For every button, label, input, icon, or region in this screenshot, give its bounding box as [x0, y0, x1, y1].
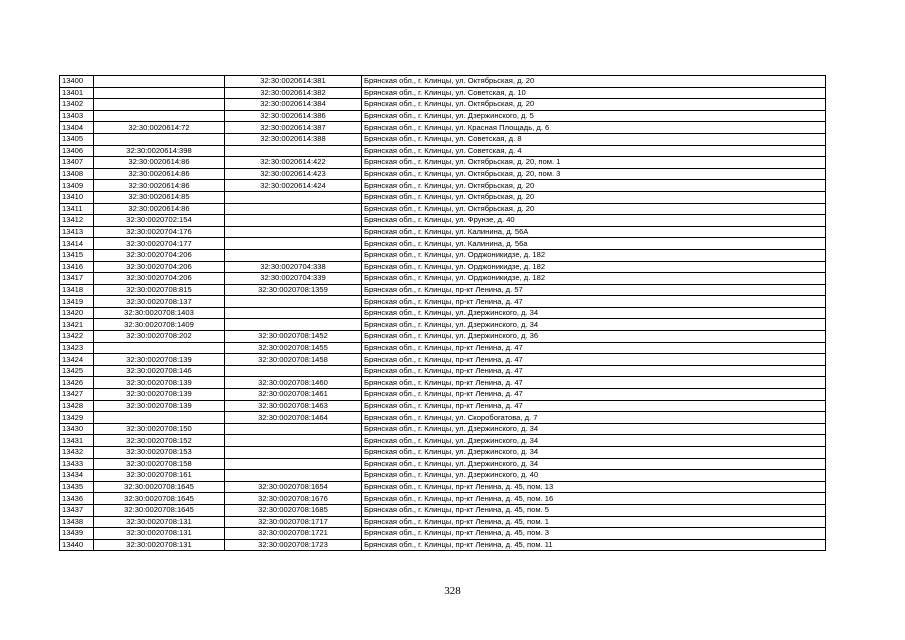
address-cell: Брянская обл., г. Клинцы, ул. Октябрьская, д. 20	[362, 203, 826, 215]
cadastral-number-cell: 32:30:0020708:1458	[225, 354, 362, 366]
table-row	[60, 470, 826, 482]
row-number-cell: 13429	[60, 412, 94, 424]
cadastral-number-cell: 32:30:0020708:1359	[225, 284, 362, 296]
table-row	[60, 273, 826, 285]
table-row	[60, 133, 826, 145]
table-row	[60, 203, 826, 215]
parent-cadastral-number-cell: 32:30:0020708:1645	[94, 504, 225, 516]
row-number-cell: 13430	[60, 423, 94, 435]
table-row	[60, 539, 826, 551]
address-cell: Брянская обл., г. Клинцы, ул. Орджоникидзе, д. 182	[362, 273, 826, 285]
row-number-cell: 13420	[60, 307, 94, 319]
cadastral-number-cell: 32:30:0020704:338	[225, 261, 362, 273]
address-cell: Брянская обл., г. Клинцы, пр-кт Ленина, д. 47	[362, 365, 826, 377]
cadastral-number-cell: 32:30:0020614:388	[225, 133, 362, 145]
table-row	[60, 481, 826, 493]
row-number-cell: 13418	[60, 284, 94, 296]
cadastral-number-cell	[225, 249, 362, 261]
property-registry-table	[59, 75, 826, 551]
address-cell: Брянская обл., г. Клинцы, ул. Дзержинского, д. 36	[362, 331, 826, 343]
table-row	[60, 215, 826, 227]
cadastral-number-cell	[225, 319, 362, 331]
parent-cadastral-number-cell: 32:30:0020708:153	[94, 447, 225, 459]
row-number-cell: 13422	[60, 331, 94, 343]
table-row	[60, 493, 826, 505]
cadastral-number-cell: 32:30:0020708:1464	[225, 412, 362, 424]
address-cell: Брянская обл., г. Клинцы, пр-кт Ленина, д. 45, пом. 13	[362, 481, 826, 493]
table-row	[60, 157, 826, 169]
row-number-cell: 13410	[60, 191, 94, 203]
table-row	[60, 249, 826, 261]
address-cell: Брянская обл., г. Клинцы, ул. Орджоникидзе, д. 182	[362, 249, 826, 261]
parent-cadastral-number-cell: 32:30:0020708:158	[94, 458, 225, 470]
address-cell: Брянская обл., г. Клинцы, ул. Дзержинского, д. 34	[362, 458, 826, 470]
parent-cadastral-number-cell: 32:30:0020708:815	[94, 284, 225, 296]
cadastral-number-cell: 32:30:0020708:1455	[225, 342, 362, 354]
address-cell: Брянская обл., г. Клинцы, ул. Октябрьская, д. 20, пом. 1	[362, 157, 826, 169]
parent-cadastral-number-cell: 32:30:0020704:206	[94, 273, 225, 285]
address-cell: Брянская обл., г. Клинцы, ул. Октябрьская, д. 20	[362, 180, 826, 192]
address-cell: Брянская обл., г. Клинцы, пр-кт Ленина, д. 45, пом. 16	[362, 493, 826, 505]
parent-cadastral-number-cell: 32:30:0020708:1645	[94, 493, 225, 505]
cadastral-number-cell	[225, 215, 362, 227]
address-cell: Брянская обл., г. Клинцы, ул. Советская, д. 8	[362, 133, 826, 145]
address-cell: Брянская обл., г. Клинцы, ул. Советская, д. 10	[362, 87, 826, 99]
cadastral-number-cell: 32:30:0020708:1461	[225, 389, 362, 401]
cadastral-number-cell	[225, 365, 362, 377]
address-cell: Брянская обл., г. Клинцы, ул. Дзержинского, д. 34	[362, 435, 826, 447]
row-number-cell: 13413	[60, 226, 94, 238]
address-cell: Брянская обл., г. Клинцы, пр-кт Ленина, д. 47	[362, 400, 826, 412]
address-cell: Брянская обл., г. Клинцы, пр-кт Ленина, д. 45, пом. 5	[362, 504, 826, 516]
table-row	[60, 342, 826, 354]
table-row	[60, 122, 826, 134]
cadastral-number-cell: 32:30:0020708:1685	[225, 504, 362, 516]
table-row	[60, 99, 826, 111]
table-row	[60, 319, 826, 331]
row-number-cell: 13421	[60, 319, 94, 331]
table-row	[60, 180, 826, 192]
table-row	[60, 226, 826, 238]
cadastral-number-cell: 32:30:0020614:422	[225, 157, 362, 169]
table-row	[60, 412, 826, 424]
row-number-cell: 13440	[60, 539, 94, 551]
row-number-cell: 13433	[60, 458, 94, 470]
table-row	[60, 516, 826, 528]
cadastral-number-cell	[225, 145, 362, 157]
row-number-cell: 13426	[60, 377, 94, 389]
page-number: 328	[444, 585, 461, 597]
address-cell: Брянская обл., г. Клинцы, пр-кт Ленина, д. 47	[362, 296, 826, 308]
address-cell: Брянская обл., г. Клинцы, ул. Октябрьская, д. 20	[362, 99, 826, 111]
cadastral-number-cell: 32:30:0020614:424	[225, 180, 362, 192]
parent-cadastral-number-cell: 32:30:0020704:206	[94, 249, 225, 261]
table-row	[60, 110, 826, 122]
parent-cadastral-number-cell: 32:30:0020614:85	[94, 191, 225, 203]
cadastral-number-cell	[225, 447, 362, 459]
address-cell: Брянская обл., г. Клинцы, ул. Октябрьская, д. 20	[362, 76, 826, 88]
row-number-cell: 13437	[60, 504, 94, 516]
table-row	[60, 284, 826, 296]
table-row	[60, 447, 826, 459]
table-row	[60, 458, 826, 470]
address-cell: Брянская обл., г. Клинцы, ул. Дзержинского, д. 34	[362, 319, 826, 331]
parent-cadastral-number-cell: 32:30:0020708:202	[94, 331, 225, 343]
parent-cadastral-number-cell: 32:30:0020708:137	[94, 296, 225, 308]
address-cell: Брянская обл., г. Клинцы, пр-кт Ленина, д. 45, пом. 1	[362, 516, 826, 528]
parent-cadastral-number-cell: 32:30:0020708:131	[94, 528, 225, 540]
cadastral-number-cell	[225, 458, 362, 470]
row-number-cell: 13417	[60, 273, 94, 285]
parent-cadastral-number-cell	[94, 133, 225, 145]
row-number-cell: 13409	[60, 180, 94, 192]
table-row	[60, 389, 826, 401]
parent-cadastral-number-cell	[94, 110, 225, 122]
address-cell: Брянская обл., г. Клинцы, ул. Калинина, д. 56А	[362, 226, 826, 238]
row-number-cell: 13432	[60, 447, 94, 459]
cadastral-number-cell: 32:30:0020704:339	[225, 273, 362, 285]
table-row	[60, 435, 826, 447]
table-row	[60, 365, 826, 377]
address-cell: Брянская обл., г. Клинцы, пр-кт Ленина, д. 45, пом. 3	[362, 528, 826, 540]
address-cell: Брянская обл., г. Клинцы, ул. Дзержинского, д. 34	[362, 307, 826, 319]
parent-cadastral-number-cell: 32:30:0020708:1645	[94, 481, 225, 493]
parent-cadastral-number-cell: 32:30:0020704:176	[94, 226, 225, 238]
parent-cadastral-number-cell: 32:30:0020708:139	[94, 377, 225, 389]
table-row	[60, 87, 826, 99]
address-cell: Брянская обл., г. Клинцы, ул. Красная Площадь, д. 6	[362, 122, 826, 134]
parent-cadastral-number-cell: 32:30:0020708:139	[94, 354, 225, 366]
parent-cadastral-number-cell: 32:30:0020708:131	[94, 516, 225, 528]
table-row	[60, 504, 826, 516]
row-number-cell: 13436	[60, 493, 94, 505]
parent-cadastral-number-cell: 32:30:0020708:131	[94, 539, 225, 551]
parent-cadastral-number-cell: 32:30:0020708:139	[94, 389, 225, 401]
table-row	[60, 296, 826, 308]
address-cell: Брянская обл., г. Клинцы, ул. Дзержинского, д. 5	[362, 110, 826, 122]
parent-cadastral-number-cell	[94, 412, 225, 424]
table-row	[60, 331, 826, 343]
parent-cadastral-number-cell: 32:30:0020614:86	[94, 203, 225, 215]
table-row	[60, 76, 826, 88]
row-number-cell: 13404	[60, 122, 94, 134]
cadastral-number-cell: 32:30:0020708:1676	[225, 493, 362, 505]
table-row	[60, 238, 826, 250]
address-cell: Брянская обл., г. Клинцы, пр-кт Ленина, д. 47	[362, 354, 826, 366]
cadastral-number-cell: 32:30:0020614:382	[225, 87, 362, 99]
parent-cadastral-number-cell: 32:30:0020708:150	[94, 423, 225, 435]
row-number-cell: 13425	[60, 365, 94, 377]
address-cell: Брянская обл., г. Клинцы, ул. Октябрьская, д. 20, пом. 3	[362, 168, 826, 180]
parent-cadastral-number-cell: 32:30:0020614:86	[94, 168, 225, 180]
cadastral-number-cell: 32:30:0020708:1463	[225, 400, 362, 412]
cadastral-number-cell: 32:30:0020708:1460	[225, 377, 362, 389]
cadastral-number-cell	[225, 296, 362, 308]
cadastral-number-cell: 32:30:0020708:1654	[225, 481, 362, 493]
row-number-cell: 13401	[60, 87, 94, 99]
parent-cadastral-number-cell	[94, 99, 225, 111]
row-number-cell: 13400	[60, 76, 94, 88]
row-number-cell: 13419	[60, 296, 94, 308]
cadastral-number-cell: 32:30:0020614:386	[225, 110, 362, 122]
parent-cadastral-number-cell: 32:30:0020702:154	[94, 215, 225, 227]
address-cell: Брянская обл., г. Клинцы, ул. Дзержинского, д. 34	[362, 423, 826, 435]
cadastral-number-cell	[225, 470, 362, 482]
cadastral-number-cell: 32:30:0020614:381	[225, 76, 362, 88]
table-row	[60, 377, 826, 389]
row-number-cell: 13427	[60, 389, 94, 401]
cadastral-number-cell	[225, 423, 362, 435]
parent-cadastral-number-cell: 32:30:0020708:139	[94, 400, 225, 412]
address-cell: Брянская обл., г. Клинцы, ул. Октябрьская, д. 20	[362, 191, 826, 203]
parent-cadastral-number-cell	[94, 342, 225, 354]
parent-cadastral-number-cell: 32:30:0020708:152	[94, 435, 225, 447]
row-number-cell: 13403	[60, 110, 94, 122]
row-number-cell: 13405	[60, 133, 94, 145]
row-number-cell: 13423	[60, 342, 94, 354]
cadastral-number-cell: 32:30:0020708:1717	[225, 516, 362, 528]
parent-cadastral-number-cell: 32:30:0020614:86	[94, 157, 225, 169]
row-number-cell: 13415	[60, 249, 94, 261]
table-row	[60, 261, 826, 273]
address-cell: Брянская обл., г. Клинцы, ул. Орджоникидзе, д. 182	[362, 261, 826, 273]
cadastral-number-cell: 32:30:0020708:1723	[225, 539, 362, 551]
row-number-cell: 13424	[60, 354, 94, 366]
parent-cadastral-number-cell: 32:30:0020614:86	[94, 180, 225, 192]
row-number-cell: 13434	[60, 470, 94, 482]
row-number-cell: 13416	[60, 261, 94, 273]
table-row	[60, 145, 826, 157]
address-cell: Брянская обл., г. Клинцы, ул. Советская, д. 4	[362, 145, 826, 157]
parent-cadastral-number-cell: 32:30:0020708:1403	[94, 307, 225, 319]
address-cell: Брянская обл., г. Клинцы, ул. Дзержинского, д. 34	[362, 447, 826, 459]
cadastral-number-cell	[225, 435, 362, 447]
row-number-cell: 13402	[60, 99, 94, 111]
row-number-cell: 13435	[60, 481, 94, 493]
cadastral-number-cell	[225, 307, 362, 319]
row-number-cell: 13438	[60, 516, 94, 528]
cadastral-number-cell: 32:30:0020708:1452	[225, 331, 362, 343]
row-number-cell: 13431	[60, 435, 94, 447]
address-cell: Брянская обл., г. Клинцы, пр-кт Ленина, д. 57	[362, 284, 826, 296]
parent-cadastral-number-cell: 32:30:0020704:206	[94, 261, 225, 273]
table-row	[60, 354, 826, 366]
table-row	[60, 191, 826, 203]
parent-cadastral-number-cell: 32:30:0020614:72	[94, 122, 225, 134]
parent-cadastral-number-cell: 32:30:0020708:1409	[94, 319, 225, 331]
row-number-cell: 13439	[60, 528, 94, 540]
registry-table-body	[60, 76, 826, 551]
row-number-cell: 13412	[60, 215, 94, 227]
address-cell: Брянская обл., г. Клинцы, ул. Фрунзе, д. 40	[362, 215, 826, 227]
row-number-cell: 13428	[60, 400, 94, 412]
address-cell: Брянская обл., г. Клинцы, пр-кт Ленина, д. 47	[362, 342, 826, 354]
parent-cadastral-number-cell: 32:30:0020704:177	[94, 238, 225, 250]
parent-cadastral-number-cell: 32:30:0020708:161	[94, 470, 225, 482]
parent-cadastral-number-cell: 32:30:0020708:146	[94, 365, 225, 377]
cadastral-number-cell	[225, 203, 362, 215]
row-number-cell: 13407	[60, 157, 94, 169]
address-cell: Брянская обл., г. Клинцы, ул. Дзержинского, д. 40	[362, 470, 826, 482]
address-cell: Брянская обл., г. Клинцы, пр-кт Ленина, д. 47	[362, 389, 826, 401]
table-row	[60, 528, 826, 540]
address-cell: Брянская обл., г. Клинцы, пр-кт Ленина, д. 45, пом. 11	[362, 539, 826, 551]
table-row	[60, 168, 826, 180]
cadastral-number-cell	[225, 238, 362, 250]
cadastral-number-cell: 32:30:0020708:1721	[225, 528, 362, 540]
cadastral-number-cell: 32:30:0020614:423	[225, 168, 362, 180]
table-row	[60, 400, 826, 412]
parent-cadastral-number-cell: 32:30:0020614:398	[94, 145, 225, 157]
cadastral-number-cell	[225, 226, 362, 238]
row-number-cell: 13414	[60, 238, 94, 250]
row-number-cell: 13406	[60, 145, 94, 157]
address-cell: Брянская обл., г. Клинцы, ул. Калинина, д. 56а	[362, 238, 826, 250]
address-cell: Брянская обл., г. Клинцы, ул. Скоробогатова, д. 7	[362, 412, 826, 424]
row-number-cell: 13411	[60, 203, 94, 215]
cadastral-number-cell: 32:30:0020614:387	[225, 122, 362, 134]
parent-cadastral-number-cell	[94, 76, 225, 88]
parent-cadastral-number-cell	[94, 87, 225, 99]
row-number-cell: 13408	[60, 168, 94, 180]
table-row	[60, 307, 826, 319]
address-cell: Брянская обл., г. Клинцы, пр-кт Ленина, д. 47	[362, 377, 826, 389]
table-row	[60, 423, 826, 435]
cadastral-number-cell	[225, 191, 362, 203]
cadastral-number-cell: 32:30:0020614:384	[225, 99, 362, 111]
